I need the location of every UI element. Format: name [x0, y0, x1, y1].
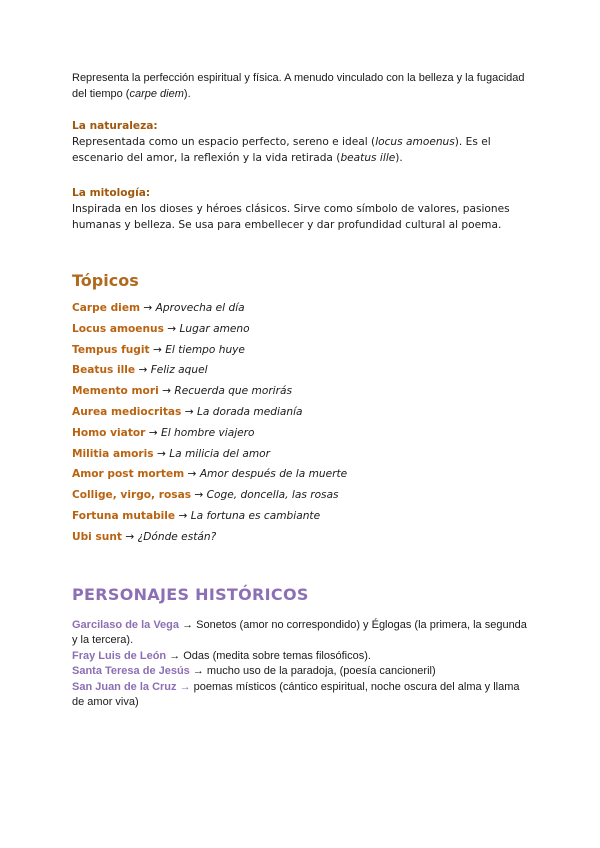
topic-translation: Amor después de la muerte	[199, 468, 348, 481]
topic-latin: Homo viator	[72, 426, 146, 439]
topic-translation: Lugar ameno	[179, 322, 250, 335]
list-item	[72, 300, 532, 316]
list-item	[72, 446, 532, 462]
topic-latin: Fortuna mutabile	[72, 509, 176, 522]
arrow: →	[135, 364, 151, 377]
arrow: →	[140, 302, 156, 314]
mitologia-text: Inspirada en los dioses y héroes clásicos. Sirve como símbolo de valores, pasiones humanas y belleza. Se usa para embellecer y dar profundidad cultural al poema.	[72, 203, 510, 231]
arrow: →	[149, 343, 166, 356]
topic-translation: Recuerda que morirás	[174, 385, 292, 398]
topic-latin: Ubi sunt	[72, 530, 122, 543]
arrow: →	[175, 509, 191, 522]
person-name: Garcilaso de la Vega	[72, 618, 180, 631]
topic-translation: Feliz aquel	[150, 364, 208, 377]
naturaleza-text	[72, 134, 532, 166]
naturaleza-section	[72, 118, 532, 166]
person-name: San Juan de la Cruz →	[72, 680, 194, 693]
list-item	[72, 466, 532, 482]
intro-emphasis: carpe diem	[129, 88, 184, 100]
list-item	[72, 649, 532, 665]
person-name: Santa Teresa de Jesús	[72, 665, 190, 678]
topic-translation: El hombre viajero	[161, 426, 255, 439]
topic-latin: Aurea mediocritas	[72, 405, 182, 418]
person-works: → mucho uso de la paradoja, (poesía cancioneril)	[189, 665, 436, 678]
personajes-heading: PERSONAJES HISTÓRICOS	[72, 584, 309, 604]
arrow: →	[153, 447, 170, 460]
intro-text-end: ).	[183, 88, 191, 100]
topic-translation: ¿Dónde están?	[137, 530, 217, 543]
list-item	[72, 680, 532, 711]
personajes-list	[72, 618, 532, 711]
document-page	[72, 70, 532, 711]
list-item	[72, 383, 532, 399]
list-item	[72, 664, 532, 680]
list-item	[72, 321, 532, 337]
topic-latin: Locus amoenus	[72, 322, 164, 335]
topic-latin: Amor post mortem	[72, 468, 185, 481]
topic-latin: Carpe diem	[72, 302, 141, 314]
topic-latin: Collige, virgo, rosas	[72, 489, 192, 502]
topic-latin: Militia amoris	[72, 447, 154, 460]
list-item	[72, 487, 532, 503]
list-item	[72, 529, 532, 545]
naturaleza-text-a: Representada como un espacio perfecto, sereno e ideal (	[72, 136, 376, 148]
topic-translation: La milicia del amor	[169, 447, 270, 460]
person-name: Fray Luis de León	[72, 649, 167, 662]
topic-latin: Beatus ille	[72, 364, 136, 377]
mitologia-label: La mitología:	[72, 187, 151, 199]
topic-translation: Aprovecha el día	[155, 302, 245, 314]
topic-latin: Tempus fugit	[72, 343, 150, 356]
person-works: → Sonetos (amor no correspondido) y Églogas (la primera, la segunda y la tercera).	[72, 618, 527, 647]
arrow: →	[145, 426, 162, 439]
arrow: →	[191, 489, 207, 502]
naturaleza-emphasis-2: beatus ille	[340, 152, 396, 164]
topic-translation: La dorada medianía	[196, 405, 303, 418]
arrow: →	[158, 385, 175, 398]
topic-latin: Memento mori	[72, 385, 159, 398]
naturaleza-label: La naturaleza:	[72, 120, 158, 132]
list-item	[72, 425, 532, 441]
topicos-list	[72, 300, 532, 545]
naturaleza-text-e: ).	[395, 152, 403, 164]
mitologia-section	[72, 185, 532, 233]
list-item	[72, 508, 532, 524]
arrow: →	[121, 530, 138, 543]
topic-translation: El tiempo huye	[165, 343, 245, 356]
person-works: poemas místicos (cántico espiritual, noche oscura del alma y llama de amor viva)	[72, 680, 520, 709]
naturaleza-emphasis-1: locus amoenus	[375, 136, 455, 148]
topic-translation: Coge, doncella, las rosas	[206, 489, 339, 502]
list-item	[72, 362, 532, 378]
arrow: →	[181, 405, 197, 418]
topic-translation: La fortuna es cambiante	[190, 509, 321, 522]
naturaleza-text-c: ). Es el escenario del amor, la reflexión y la vida retirada (	[72, 136, 491, 164]
intro-paragraph	[72, 70, 532, 102]
list-item	[72, 342, 532, 358]
intro-text: Representa la perfección espiritual y física. A menudo vinculado con la belleza y la fugacidad del tiempo (	[72, 72, 525, 100]
list-item	[72, 404, 532, 420]
arrow: →	[163, 322, 180, 335]
arrow: →	[184, 468, 200, 481]
topicos-heading: Tópicos	[72, 271, 139, 290]
list-item	[72, 618, 532, 649]
person-works: → Odas (medita sobre temas filosóficos).	[166, 649, 371, 662]
